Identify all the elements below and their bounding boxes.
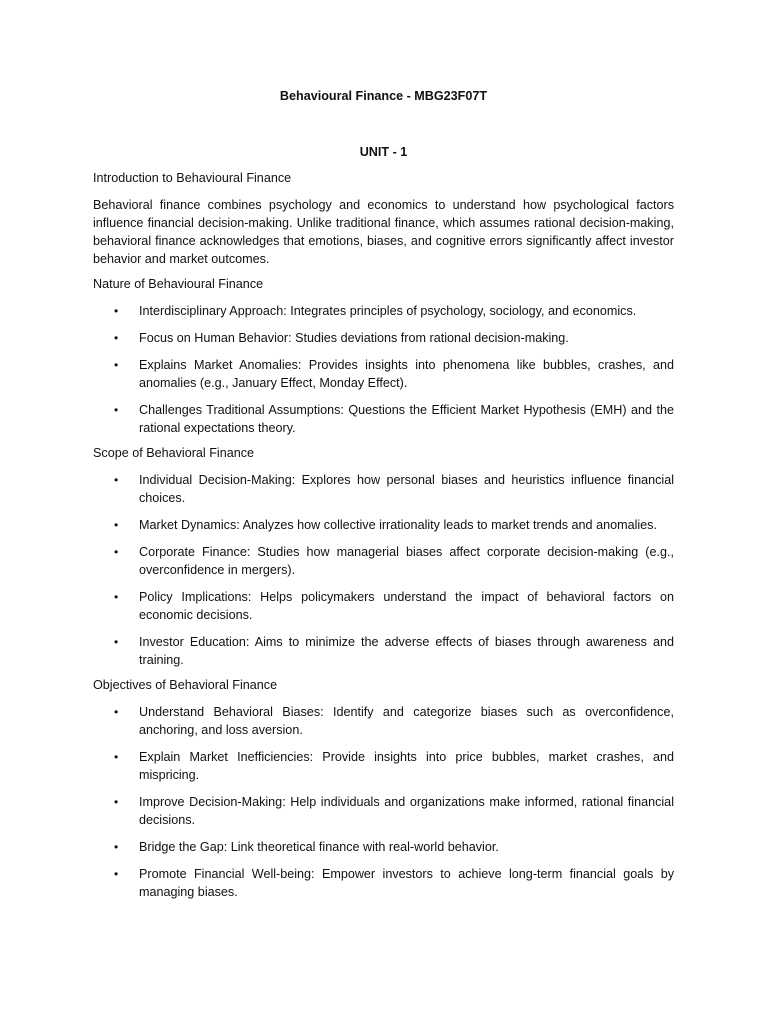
bullet-icon: • — [114, 795, 119, 809]
section-scope — [93, 444, 674, 669]
bullet-icon: • — [114, 473, 119, 487]
list-item-text: Explains Market Anomalies: Provides insights into phenomena like bubbles, crashes, and anomalies (e.g., January Effect, Monday Effect). — [139, 358, 674, 390]
list-item — [93, 793, 674, 829]
list-item-text: Policy Implications: Helps policymakers understand the impact of behavioral factors on economic decisions. — [139, 590, 674, 622]
document-body — [93, 86, 674, 901]
list-item-text: Understand Behavioral Biases: Identify and categorize biases such as overconfidence, anchoring, and loss aversion. — [139, 705, 674, 737]
unit-title: UNIT - 1 — [359, 145, 408, 159]
list-item — [93, 329, 674, 347]
list-item-text: Market Dynamics: Analyzes how collective irrationality leads to market trends and anomalies. — [139, 518, 657, 532]
bullet-icon: • — [114, 331, 119, 345]
list-item — [93, 865, 674, 901]
bullet-icon: • — [114, 705, 119, 719]
bullet-icon: • — [114, 590, 119, 604]
list-item — [93, 588, 674, 624]
list-item — [93, 302, 674, 320]
list-item-text: Corporate Finance: Studies how managerial biases affect corporate decision-making (e.g., overconfidence in mergers). — [139, 545, 674, 577]
document-title: Behavioural Finance - MBG23F07T — [279, 89, 488, 103]
list-item — [93, 748, 674, 784]
bullet-list — [93, 302, 674, 437]
bullet-icon: • — [114, 750, 119, 764]
bullet-list — [93, 471, 674, 669]
bullet-icon: • — [114, 403, 119, 417]
intro-paragraph: Behavioral finance combines psychology and economics to understand how psychological factors influence financial decision-making. Unlike traditional finance, which assumes rational decision-making, behavioral finance acknowledges that emotions, biases, and cognitive errors significantly affect investor behavior and market outcomes. — [93, 198, 674, 266]
section-heading: Nature of Behavioural Finance — [93, 277, 264, 291]
list-item — [93, 356, 674, 392]
list-item-text: Improve Decision-Making: Help individuals and organizations make informed, rational financial decisions. — [139, 795, 674, 827]
bullet-icon: • — [114, 867, 119, 881]
bullet-icon: • — [114, 304, 119, 318]
bullet-icon: • — [114, 840, 119, 854]
list-item-text: Bridge the Gap: Link theoretical finance with real-world behavior. — [139, 840, 499, 854]
list-item — [93, 703, 674, 739]
list-item — [93, 471, 674, 507]
section-heading: Objectives of Behavioral Finance — [93, 678, 278, 692]
list-item-text: Challenges Traditional Assumptions: Questions the Efficient Market Hypothesis (EMH) and the rational expectations theory. — [139, 403, 674, 435]
intro-heading: Introduction to Behavioural Finance — [93, 171, 292, 185]
section-heading: Scope of Behavioral Finance — [93, 446, 255, 460]
list-item — [93, 633, 674, 669]
list-item — [93, 838, 674, 856]
bullet-icon: • — [114, 545, 119, 559]
bullet-icon: • — [114, 635, 119, 649]
list-item — [93, 401, 674, 437]
list-item-text: Explain Market Inefficiencies: Provide insights into price bubbles, market crashes, and mispricing. — [139, 750, 674, 782]
list-item-text: Promote Financial Well-being: Empower investors to achieve long-term financial goals by managing biases. — [139, 867, 674, 899]
section-objectives — [93, 676, 674, 901]
list-item — [93, 543, 674, 579]
list-item — [93, 516, 674, 534]
section-nature — [93, 275, 674, 437]
list-item-text: Investor Education: Aims to minimize the adverse effects of biases through awareness and training. — [139, 635, 674, 667]
list-item-text: Focus on Human Behavior: Studies deviations from rational decision-making. — [139, 331, 569, 345]
bullet-icon: • — [114, 518, 119, 532]
list-item-text: Individual Decision-Making: Explores how personal biases and heuristics influence financial choices. — [139, 473, 674, 505]
list-item-text: Interdisciplinary Approach: Integrates principles of psychology, sociology, and economics. — [139, 304, 637, 318]
bullet-list — [93, 703, 674, 901]
bullet-icon: • — [114, 358, 119, 372]
